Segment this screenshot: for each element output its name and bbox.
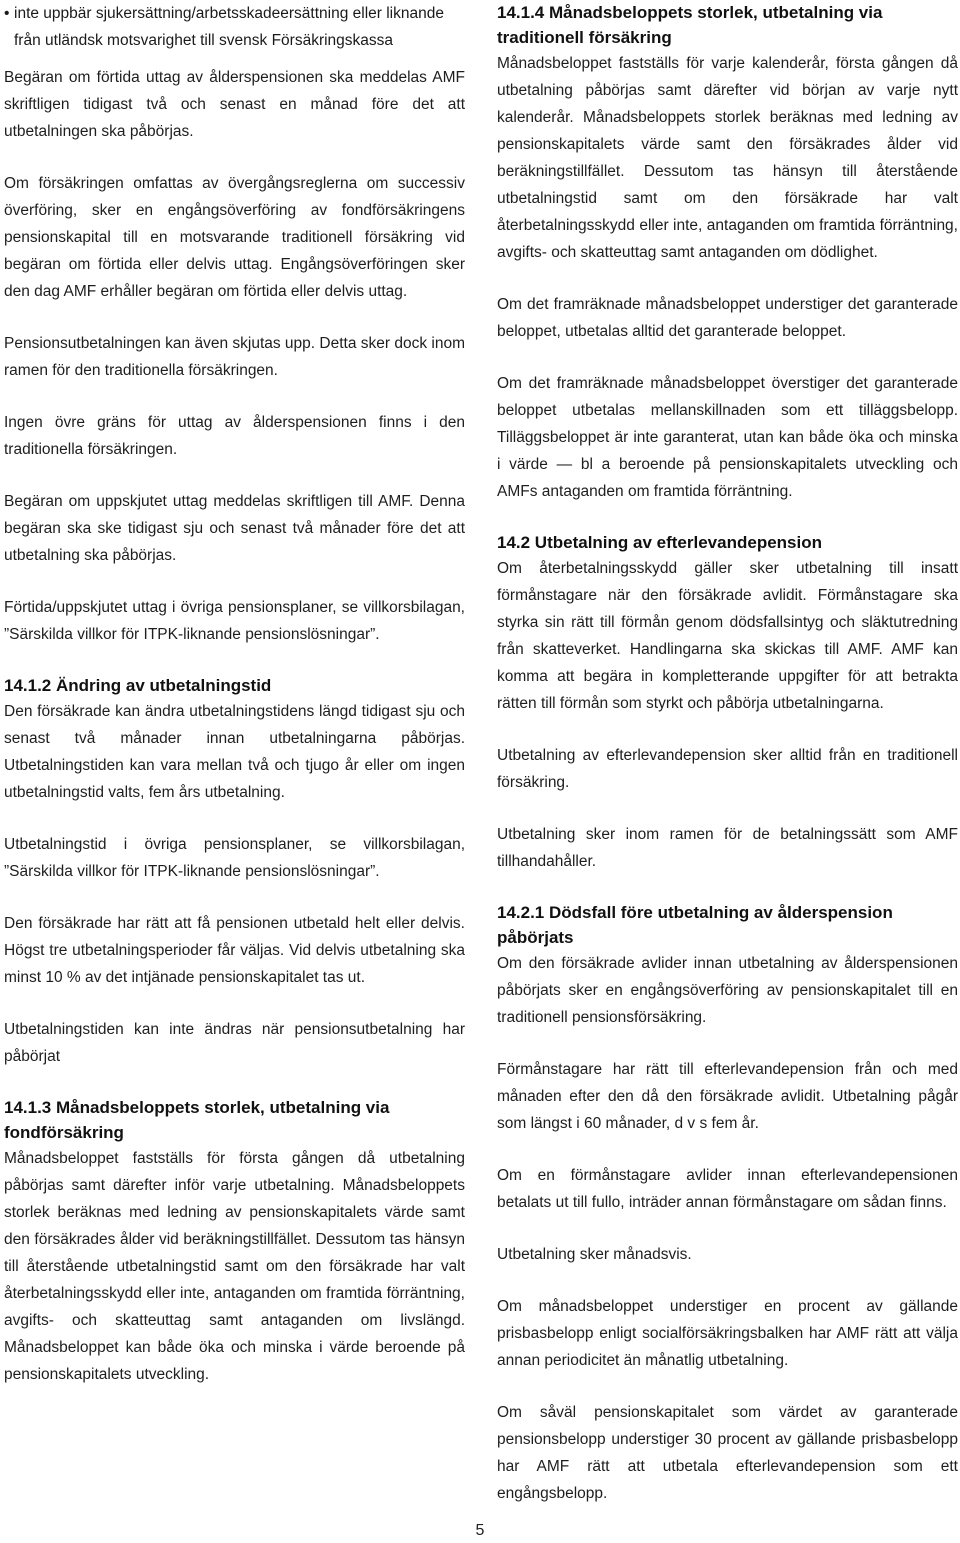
paragraph: Den försäkrade har rätt att få pensionen utbetald helt eller delvis. Högst tre utbetalningsperioder får väljas. Vid delvis utbetalning ska minst 10 % av det intjänade pensionskapitalet tas ut.: [4, 915, 465, 986]
section-heading: 14.2 Utbetalning av efterlevandepension: [497, 533, 822, 552]
paragraph: Om det framräknade månadsbeloppet överstiger det garanterade beloppet utbetalas mellanskillnaden som ett tilläggsbelopp. Tilläggsbeloppet är inte garanterat, utan kan både öka och minska i värde — bl a beroende på pensionskapitalets utveckling och AMFs antaganden om framtida förräntning.: [497, 375, 958, 500]
paragraph: Utbetalningstid i övriga pensionsplaner, se villkorsbilagan, ”Särskilda villkor för ITPK-liknande pensionslösningar”.: [4, 836, 465, 880]
section-heading: 14.1.4 Månadsbeloppets storlek, utbetalning via traditionell försäkring: [497, 3, 883, 47]
paragraph: Månadsbeloppet fastställs för första gången då utbetalning påbörjas samt därefter inför varje utbetalning. Månadsbeloppets storlek beräknas med ledning av pensionskapitalets värde samt den försäkrades ålder vid beräkningstillfället. Dessutom tas hänsyn till återstående utbetalningstid samt om den försäkrade har valt återbetalningsskydd eller inte, antaganden om framtida förräntning, avgifts- och skatteuttag samt antaganden om livslängd. Månadsbeloppet kan både öka och minska i värde beroende på pensionskapitalets utveckling.: [4, 1150, 465, 1383]
paragraph: Ingen övre gräns för uttag av ålderspensionen finns i den traditionella försäkringen.: [4, 414, 465, 458]
left-column: [4, 0, 465, 1388]
paragraph: Om såväl pensionskapitalet som värdet av garanterade pensionsbelopp understiger 30 procent av gällande prisbasbelopp har AMF rätt att utbetala efterlevandepension som ett engångsbelopp.: [497, 1404, 958, 1502]
right-column: [497, 0, 958, 1507]
paragraph: Om den försäkrade avlider innan utbetalning av ålderspensionen påbörjats sker en engångsöverföring av pensionskapitalet till en traditionell pensionsförsäkring.: [497, 955, 958, 1026]
bullet-item: [4, 0, 465, 54]
section-heading: 14.1.3 Månadsbeloppets storlek, utbetalning via fondförsäkring: [4, 1098, 390, 1142]
paragraph: Om månadsbeloppet understiger en procent av gällande prisbasbelopp enligt socialförsäkringsbalken har AMF rätt att välja annan periodicitet än månatlig utbetalning.: [497, 1298, 958, 1369]
paragraph: Utbetalningstiden kan inte ändras när pensionsutbetalning har påbörjat: [4, 1021, 465, 1065]
bullet-icon: •: [4, 5, 10, 22]
paragraph: Den försäkrade kan ändra utbetalningstidens längd tidigast sju och senast två månader innan utbetalningarna påbörjas. Utbetalningstiden kan vara mellan två och tjugo år eller om ingen utbetalningstid valts, fem års utbetalning.: [4, 703, 465, 801]
paragraph: Förmånstagare har rätt till efterlevandepension från och med månaden efter den då den försäkrade avlidit. Utbetalning pågår som längst i 60 månader, d v s fem år.: [497, 1061, 958, 1132]
paragraph: Pensionsutbetalningen kan även skjutas upp. Detta sker dock inom ramen för den traditionella försäkringen.: [4, 335, 465, 379]
section-heading: 14.1.2 Ändring av utbetalningstid: [4, 676, 272, 695]
page-number: 5: [475, 1522, 485, 1539]
paragraph: Utbetalning sker inom ramen för de betalningssätt som AMF tillhandahåller.: [497, 826, 958, 870]
paragraph: Utbetalning sker månadsvis.: [497, 1246, 692, 1263]
paragraph: Begäran om förtida uttag av ålderspensionen ska meddelas AMF skriftligen tidigast två och senast en månad före det att utbetalningen ska påbörjas.: [4, 69, 465, 140]
paragraph: Begäran om uppskjutet uttag meddelas skriftligen till AMF. Denna begäran ska ske tidigast sju och senast två månader före det att utbetalning ska påbörjas.: [4, 493, 465, 564]
paragraph: Om försäkringen omfattas av övergångsreglerna om successiv överföring, sker en engångsöverföring av fondförsäkringens pensionskapital till en motsvarande traditionell försäkring vid begäran om förtida eller delvis uttag. Engångsöverföringen sker den dag AMF erhåller begäran om förtida eller delvis uttag.: [4, 175, 465, 300]
bullet-text: inte uppbär sjukersättning/arbetsskadeersättning eller liknande från utländsk motsvarighet till svensk Försäkringskassa: [14, 5, 444, 49]
paragraph: Förtida/uppskjutet uttag i övriga pensionsplaner, se villkorsbilagan, ”Särskilda villkor för ITPK-liknande pensionslösningar”.: [4, 599, 465, 643]
paragraph: Om återbetalningsskydd gäller sker utbetalning till insatt förmånstagare när den försäkrade avlidit. Förmånstagare ska styrka sin rätt till förmån genom dödsfallsintyg och släktutredning från skatteverket. Handlingarna ska skickas till AMF. AMF kan komma att begära in kompletterande uppgifter för att betrakta rätten till förmån som styrkt och påbörja utbetalningarna.: [497, 560, 958, 712]
section-heading: 14.2.1 Dödsfall före utbetalning av ålderspension påbörjats: [497, 903, 893, 947]
paragraph: Utbetalning av efterlevandepension sker alltid från en traditionell försäkring.: [497, 747, 958, 791]
paragraph: Om det framräknade månadsbeloppet understiger det garanterade beloppet, utbetalas alltid det garanterade beloppet.: [497, 296, 958, 340]
paragraph: Månadsbeloppet fastställs för varje kalenderår, första gången då utbetalning påbörjas samt därefter vid början av varje nytt kalenderår. Månadsbeloppets storlek beräknas med ledning av pensionskapitalets värde samt den försäkrades ålder vid beräkningstillfället. Dessutom tas hänsyn till återstående utbetalningstid samt om den försäkrade har valt återbetalningsskydd eller inte, antaganden om framtida förräntning, avgifts- och skatteuttag samt antaganden om dödlighet.: [497, 55, 958, 261]
paragraph: Om en förmånstagare avlider innan efterlevandepensionen betalats ut till fullo, inträder annan förmånstagare om sådan finns.: [497, 1167, 958, 1211]
